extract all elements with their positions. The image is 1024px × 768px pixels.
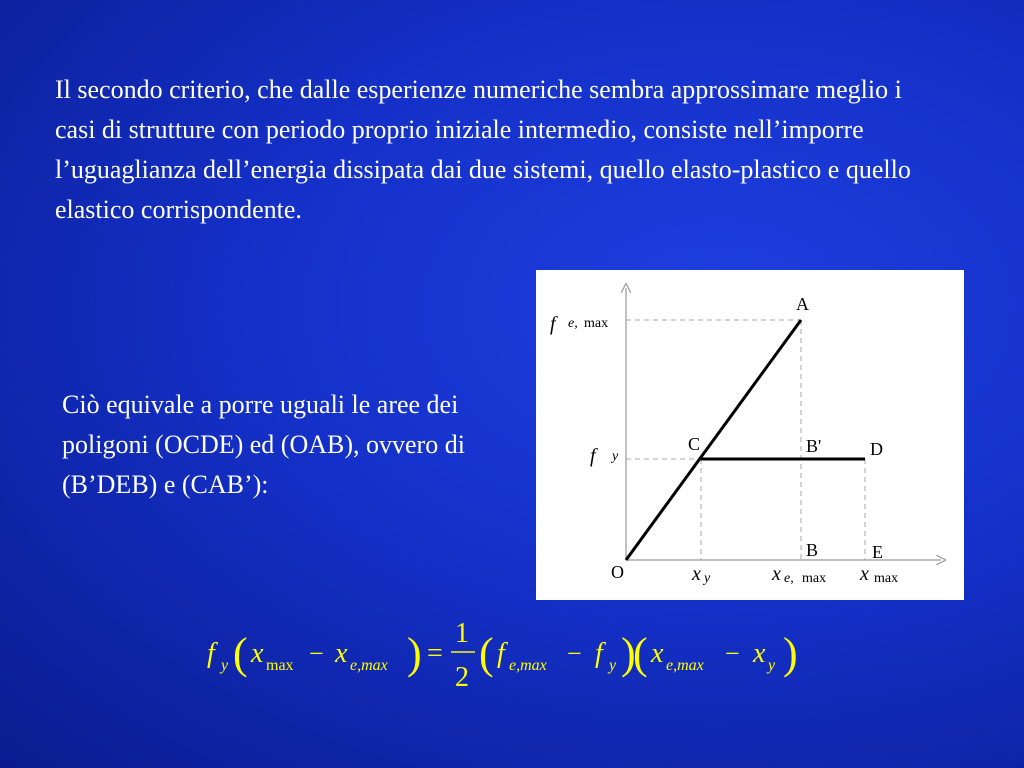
rhs1-close-paren: ) — [621, 629, 636, 678]
formula-svg — [195, 612, 835, 702]
elasto-plastic-diagram — [536, 270, 964, 600]
rhs1-open-paren: ( — [479, 629, 494, 678]
lhs-x2-sub: e,max — [350, 657, 388, 674]
xe-max-sub: e, — [784, 571, 794, 586]
lhs-x1-sub: max — [266, 657, 294, 674]
xy-sub: y — [704, 571, 711, 586]
point-D-label: D — [870, 439, 883, 459]
rhs1-f2-sub: y — [609, 657, 617, 674]
fy-sub: y — [612, 449, 619, 464]
xmax-x: x — [860, 563, 869, 585]
rhs1-minus: − — [567, 639, 582, 668]
lhs-close-paren: ) — [407, 629, 422, 678]
intro-paragraph: Il secondo criterio, che dalle esperienze numeriche sembra approssimare meglio i casi di strutture con periodo proprio iniziale intermedio, consiste nell’imporre l’uguaglianza dell’energia dissipata dai due sistemi, quello elasto-plastico e quello elastico corrispondente. — [55, 75, 911, 224]
rhs2-minus: − — [725, 639, 740, 668]
elastic-line-OA — [626, 320, 801, 560]
rhs2-x1-sub: e,max — [666, 657, 704, 674]
rhs2-x1: x — [651, 638, 664, 669]
fe-max-sub: e, — [568, 316, 578, 331]
rhs1-f2: f — [595, 638, 603, 669]
lhs-f: f — [207, 638, 215, 669]
xmax-sub: max — [874, 571, 899, 586]
xe-max-sub2: max — [802, 571, 827, 586]
polygon-paragraph: Ciò equivale a porre uguali le aree dei poligoni (OCDE) ed (OAB), ovvero di (B’DEB) e (CAB’): — [62, 390, 465, 499]
point-E-label: E — [872, 542, 883, 562]
fe-max-f: f — [550, 313, 556, 335]
point-C-label: C — [688, 434, 701, 454]
point-B-prime-label: B' — [806, 436, 822, 456]
rhs2-x2-sub: y — [768, 657, 776, 674]
rhs2-open-paren: ( — [633, 629, 648, 678]
point-O-label: O — [611, 562, 624, 582]
equals-sign: = — [427, 638, 443, 669]
rhs2-x2: x — [753, 638, 766, 669]
fe-max-sub2: max — [584, 316, 609, 331]
rhs2-close-paren: ) — [783, 629, 798, 678]
lhs-x2: x — [335, 638, 348, 669]
lhs-minus: − — [309, 639, 324, 668]
point-A-label: A — [796, 294, 809, 314]
fraction-numerator: 1 — [455, 618, 469, 649]
lhs-f-sub: y — [221, 657, 229, 674]
lhs-x1: x — [251, 638, 264, 669]
lhs-open-paren: ( — [233, 629, 248, 678]
rhs1-f1-sub: e,max — [509, 657, 547, 674]
diagram-svg — [536, 270, 964, 600]
point-B-label: B — [806, 540, 819, 560]
xy-x: x — [692, 563, 701, 585]
energy-equality-formula — [195, 612, 835, 702]
rhs1-f1: f — [497, 638, 505, 669]
fraction-denominator: 2 — [455, 662, 469, 693]
xe-max-x: x — [772, 563, 781, 585]
fy-f: f — [590, 445, 596, 467]
